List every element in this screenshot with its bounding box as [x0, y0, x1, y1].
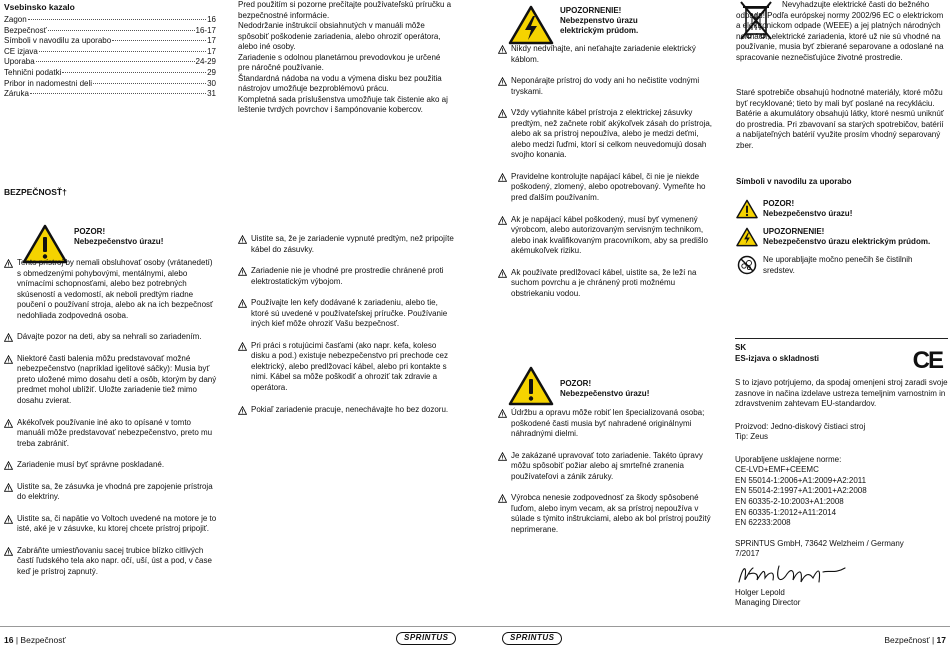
- safety-col2-item: [238, 405, 454, 416]
- electric-safety-item: [498, 215, 716, 257]
- brand-logo-right: SPRINTUS: [502, 632, 562, 645]
- electric-warning-block: [508, 5, 708, 45]
- warning-bullet-icon: [4, 355, 13, 364]
- warning-bullet-icon: [4, 461, 13, 470]
- warning-bullet-icon: [498, 452, 507, 461]
- declaration-product: Proizvod: Jedno-diskový čistiaci stroj: [735, 421, 866, 431]
- norm-item: CE-LVD+EMF+CEEMC: [735, 465, 819, 475]
- warning-bullet-icon: [498, 77, 507, 86]
- symbol-injury: [736, 199, 852, 219]
- safety-col2-text: Používajte len kefy dodávané k zariadeniu, alebo tie, ktoré sú uvedené v používateľskej príručke. Používanie iných kief môže ohroziť Vašu bezpečnosť.: [251, 298, 448, 329]
- norm-item: EN 55014-1:2006+A1:2009+A2:2011: [735, 475, 867, 485]
- toc-entry-page: 17: [207, 36, 216, 46]
- electric-warning-title: UPOZORNENIE!: [560, 6, 622, 15]
- toc-entry[interactable]: [4, 47, 216, 58]
- declaration-type: Tip: Zeus: [735, 432, 769, 442]
- warning-bullet-icon: [498, 173, 507, 182]
- electric-safety-item: [498, 268, 716, 300]
- electric-safety-text: Pravidelne kontrolujte napájací kábel, či nie je niekde poškodený, zlomený, alebo opotrebovaný. Vymeňte ho pred ďalším používaním.: [511, 171, 706, 203]
- toc-entry-page: 31: [207, 89, 216, 99]
- signature-image: [735, 560, 855, 588]
- weee-paragraph: Nevyhadzujte elektrické časti do bežného odpadu! Podľa európskej normy 2002/96 EC o elektrickom a elektronickom odpade (WEEE) a jej platných národných normách, elektrické zariadenia, ktoré už nie sú vhodné na používanie, musia byť zbierané separovane a odoslané na spracovanie neznečisťujúce životné prostredie.: [736, 0, 944, 62]
- warning-bullet-icon: [4, 483, 13, 492]
- toc-entry[interactable]: [4, 89, 216, 100]
- warning-triangle-icon: [736, 199, 758, 219]
- intro-text: [238, 0, 454, 116]
- toc-leader: [48, 30, 195, 31]
- maintenance-item: [498, 408, 716, 440]
- safety-col2-item: [238, 234, 454, 255]
- maintenance-item: [498, 493, 716, 535]
- safety-col1-item: [4, 258, 218, 321]
- symbol-injury-subtitle: Nebezpečenstvo úrazu!: [763, 209, 853, 218]
- signer-title: Managing Director: [735, 598, 801, 608]
- toc-entry-label: Zagon: [4, 15, 27, 25]
- symbol-injury-title: POZOR!: [763, 199, 795, 208]
- toc-leader: [36, 61, 195, 62]
- declaration-date: 7/2017: [735, 549, 760, 559]
- warning-bullet-icon: [238, 267, 247, 276]
- toc-entry-page: 16-17: [195, 25, 216, 35]
- intro-paragraph: Zariadenie s odolnou planetárnou prevodovkou je určené pre náročné používanie.: [238, 52, 441, 73]
- electric-safety-text: Nikdy nedvíhajte, ani neťahajte zariadenie elektrický káblom.: [511, 44, 696, 64]
- warning-bullet-icon: [4, 333, 13, 342]
- safety-col1-text: Akékoľvek používanie iné ako to opísané v tomto manuáli môže predstavovať nebezpečenstvo, preto mu treba zabrániť.: [17, 417, 213, 448]
- warning-bullet-icon: [238, 342, 247, 351]
- toc-entry[interactable]: [4, 68, 216, 79]
- electric-warning-icon: [508, 5, 554, 45]
- warning-title: POZOR!: [74, 227, 106, 236]
- footer-rule: [0, 626, 950, 627]
- safety-col1-text: Niektoré časti balenia môžu predstavovať možné nebezpečenstvo (napríklad igelitové sáčky): Musia byť preto uložené mimo dosahu detí a osôb, ktorým by daný predmet mohol ublížiť. Uložte zariadenie tiež mimo dosahu zvierat.: [17, 353, 217, 406]
- toc-entry-page: 16: [207, 15, 216, 25]
- safety-col2-text: Uistite sa, že je zariadenie vypnuté predtým, než pripojíte kábel do zásuvky.: [251, 234, 454, 254]
- declaration-title: ES-izjava o skladnosti: [735, 353, 820, 363]
- toc-leader: [28, 19, 206, 20]
- toc-entry-label: CE izjava: [4, 46, 38, 56]
- electric-warning-subtitle: Nebezpenstvo úrazu elektrickým prúdom.: [560, 16, 639, 35]
- safety-col1-item: [4, 460, 218, 471]
- signature: [735, 560, 948, 588]
- toc-leader: [39, 51, 206, 52]
- safety-col2-item: [238, 298, 454, 330]
- warning-bullet-icon: [4, 259, 13, 268]
- divider: [735, 338, 948, 339]
- electric-safety-text: Ak používate predlžovací kábel, uistite sa, že leží na suchom povrchu a je chránený proti možnému obstriekaniu vodou.: [511, 267, 697, 298]
- toc-entry-page: 29: [207, 67, 216, 77]
- safety-col1-text: Zabráňte umiestňovaniu sacej trubice blízko citlivých častí ľudského tela ako napr. očí, uší, úst a pod, v čase keď je prístroj zapnutý.: [17, 545, 212, 577]
- warning-bullet-icon: [498, 216, 507, 225]
- electric-safety-item: [498, 76, 716, 97]
- warning-bullet-icon: [4, 547, 13, 556]
- safety-col1-text: Uistite sa, či napätie vo Voltoch uvedené na motore je to isté, aké je v zásuvke, ku ktorej chcete prístroj pripojiť.: [17, 513, 217, 534]
- safety-col1-text: Uistite sa, že zásuvka je vhodná pre zapojenie prístroja do elektriny.: [17, 481, 213, 502]
- intro-paragraph: Kompletná sada príslušenstva umožňuje tak čistenie ako aj leštenie tvrdých povrchov i šampónovanie kobercov.: [238, 94, 448, 115]
- toc-list: [4, 15, 216, 99]
- safety-col2-text: Zariadenie nie je vhodné pre prostredie chránené proti elektrostatickým výbojom.: [251, 266, 444, 286]
- symbol-foam: [736, 255, 916, 276]
- toc-leader: [62, 72, 206, 73]
- symbol-foam-text: Ne uporabljajte močno penečih še čistilnih sredstev.: [763, 255, 913, 275]
- warning-bullet-icon: [498, 494, 507, 503]
- safety-col2-text: Pokiaľ zariadenie pracuje, nenechávajte ho bez dozoru.: [251, 404, 449, 414]
- declaration-company: SPRiNTUS GmbH, 73642 Welzheim / Germany: [735, 538, 904, 548]
- norm-item: EN 62233:2008: [735, 518, 791, 528]
- warning-bullet-icon: [498, 45, 507, 54]
- toc-entry-label: Záruka: [4, 89, 29, 99]
- footer-left: 16 | Bezpečnosť: [4, 635, 66, 645]
- declaration-paragraph: S to izjavo potrjujemo, da spodaj omenjeni stroj zaradi svoje zasnove in načina izdelave ustreza temeljnim varnostnim in zdravstvenim zahtevam EU-standardov.: [735, 378, 948, 409]
- maintenance-item: [498, 451, 716, 483]
- warning-subtitle: Nebezpečenstvo úrazu!: [560, 389, 650, 398]
- warning-bullet-icon: [238, 299, 247, 308]
- footer-right-title: Bezpečnosť: [884, 635, 930, 645]
- ce-mark: CE: [912, 347, 942, 374]
- toc-entry-page: 24-29: [195, 57, 216, 67]
- toc-entry-label: Tehnični podatki: [4, 67, 62, 77]
- electric-safety-text: Ak je napájací kábel poškodený, musí byť vymenený výrobcom, alebo autorizovaným servisným technikom, alebo inak kvalifikovaným pracovníkom, aby sa predišlo akémukoľvek riziku.: [511, 214, 708, 256]
- safety-col1-item: [4, 354, 218, 407]
- warning-bullet-icon: [498, 109, 507, 118]
- intro-paragraph: Štandardná nádoba na vodu a výmena disku bez použitia nástrojov umožňuje bezproblémovú prácu.: [238, 73, 442, 94]
- toc-entry[interactable]: [4, 26, 216, 37]
- safety-col1-text: Dávajte pozor na deti, aby sa nehrali so zariadením.: [17, 332, 202, 342]
- table-of-contents: [4, 2, 216, 100]
- toc-title: Vsebinsko kazalo: [4, 2, 75, 12]
- toc-leader: [93, 83, 206, 84]
- safety-col1-item: [4, 546, 218, 578]
- maintenance-text: Údržbu a opravu môže robiť len špecializovaná osoba; poškodené časti musia byť nahradené originálnymi náhradnými dielmi.: [511, 408, 705, 439]
- toc-leader: [30, 93, 206, 94]
- toc-entry-label: Bezpečnosť: [4, 25, 47, 35]
- warning-block-col3: [508, 366, 708, 406]
- warning-title: POZOR!: [560, 379, 592, 388]
- electric-safety-item: [498, 172, 716, 204]
- intro-paragraph: Nedodržanie inštrukcií obsiahnutých v manuáli môže spôsobiť poškodenie zariadenia, alebo ohroziť operátora, alebo iné osoby.: [238, 21, 441, 52]
- safety-col2-item: [238, 266, 454, 287]
- symbols-title: Símboli v navodilu za uporabo: [736, 177, 852, 186]
- safety-col1-text: Tento prístroj by nemali obsluhovať osoby (vrátanedetí) s obmedzenými pohybovými, mentálnymi, alebo vnímacími schopnosťami, alebo bez potrebných skúseností a vedomostí, ak neboli predtým riadne poučení o používaní stroja, alebo ak na ich bezpečnosť nedohliada zodpovedná osoba.: [17, 258, 214, 320]
- electric-safety-item: [498, 44, 716, 65]
- toc-entry-label: Uporaba: [4, 57, 35, 67]
- warning-bullet-icon: [498, 269, 507, 278]
- warning-bullet-icon: [4, 515, 13, 524]
- symbol-electric-subtitle: Nebezpečenstvo úrazu elektrickým prúdom.: [763, 237, 931, 246]
- cross-icon: †: [62, 187, 67, 197]
- warning-bullet-icon: [498, 409, 507, 418]
- norm-item: EN 60335-2-10:2003+A1:2008: [735, 497, 844, 507]
- norm-item: EN 60335-1:2012+A11:2014: [735, 507, 837, 517]
- maintenance-text: Výrobca nenesie zodpovednosť za škody spôsobené ľuďom, alebo inym vecam, ak sa prístroj nepoužíva v súlade s týmito inštrukciami, alebo ak bol prístroj použitý neprimerane.: [511, 493, 711, 534]
- toc-entry[interactable]: [4, 15, 216, 26]
- footer-left-page: 16: [4, 635, 14, 645]
- safety-col1-item: [4, 514, 218, 535]
- electric-warning-icon: [736, 227, 758, 247]
- toc-entry-label: Símboli v navodilu za uporabo: [4, 36, 112, 46]
- electric-safety-item: [498, 108, 716, 161]
- symbol-electric-title: UPOZORNENIE!: [763, 227, 825, 236]
- electric-safety-list: [498, 44, 716, 299]
- warning-subtitle: Nebezpečenstvo úrazu!: [74, 237, 164, 246]
- intro-paragraph: Pred použitím si pozorne prečítajte používateľskú príručku a bezpečnostné informácie.: [238, 0, 452, 20]
- warning-triangle-icon: [508, 366, 554, 406]
- toc-leader: [112, 40, 206, 41]
- declaration-country: SK: [735, 343, 747, 352]
- brand-logo-left: SPRINTUS: [396, 632, 456, 645]
- warning-bullet-icon: [238, 406, 247, 415]
- signer-name: Holger Lepold: [735, 587, 785, 597]
- safety-col2-text: Pri práci s rotujúcimi časťami (ako napr. kefa, koleso disku a pod.) existuje nebezpečenstvo pri prechode cez elektrický, alebo predlžovací kábel, alebo pri kontakte s nimi. Kábel sa môže poškodiť a ohroziť tak zdravie a operátora.: [251, 340, 449, 393]
- toc-entry-page: 30: [207, 78, 216, 88]
- safety-list-col2: [238, 234, 454, 415]
- recycling-paragraph: Staré spotrebiče obsahujú hodnotné materiály, ktoré môžu byť recyklované; tieto by mali byť poslané na recykláciu. Batérie a akumulátory obsahujú látky, ktoré nesmú uniknúť do prostredia. Pri zbavovaní sa starých spotrebičov, batérií a nabíjateľných batérií využite prosím vhodný separovaný zber.: [736, 88, 944, 150]
- no-foam-icon: [736, 255, 758, 275]
- toc-entry[interactable]: [4, 79, 216, 90]
- ce-declaration: [735, 343, 948, 609]
- symbol-electric: [736, 227, 930, 247]
- maintenance-text: Je zakázané upravovať toto zariadenie. Takéto úpravy môžu spôsobiť požiar alebo aj smrteľné zranenia používateľovi a zánik záruky.: [511, 450, 703, 481]
- footer-left-title: Bezpečnosť: [20, 635, 66, 645]
- safety-list-col1: [4, 258, 218, 578]
- section-title-safety: BEZPEČNOSŤ†: [4, 187, 67, 197]
- toc-entry[interactable]: [4, 36, 216, 47]
- declaration-norms-label: Uporabljene usklajene norme:: [735, 454, 842, 464]
- safety-col2-item: [238, 341, 454, 394]
- safety-col1-item: [4, 482, 218, 503]
- warning-bullet-icon: [238, 235, 247, 244]
- toc-entry[interactable]: [4, 57, 216, 68]
- norm-item: EN 55014-2:1997+A1:2001+A2:2008: [735, 486, 867, 496]
- toc-entry-page: 17: [207, 46, 216, 56]
- footer-right: Bezpečnosť | 17: [884, 635, 946, 645]
- footer-right-page: 17: [936, 635, 946, 645]
- electric-safety-text: Vždy vytiahnite kábel prístroja z elektrickej zásuvky predtým, než začnete robiť akýkoľvek zásah do prístroja, alebo ak sa prístroj nepoužíva, alebo je medzi deťmi, alebo medzi ľuďmi, ktorí si celkom neuvedomujú dosah svojho konania.: [511, 108, 712, 160]
- safety-col1-item: [4, 332, 218, 343]
- norms-list: [735, 465, 948, 528]
- safety-col1-text: Zariadenie musí byť správne poskladané.: [17, 460, 165, 470]
- warning-bullet-icon: [4, 419, 13, 428]
- electric-safety-text: Neponárajte prístroj do vody ani ho nečistite vodnými tryskami.: [511, 76, 700, 96]
- toc-entry-label: Pribor in nadomestni deli: [4, 78, 93, 88]
- safety-col1-item: [4, 418, 218, 450]
- maintenance-list: [498, 408, 716, 535]
